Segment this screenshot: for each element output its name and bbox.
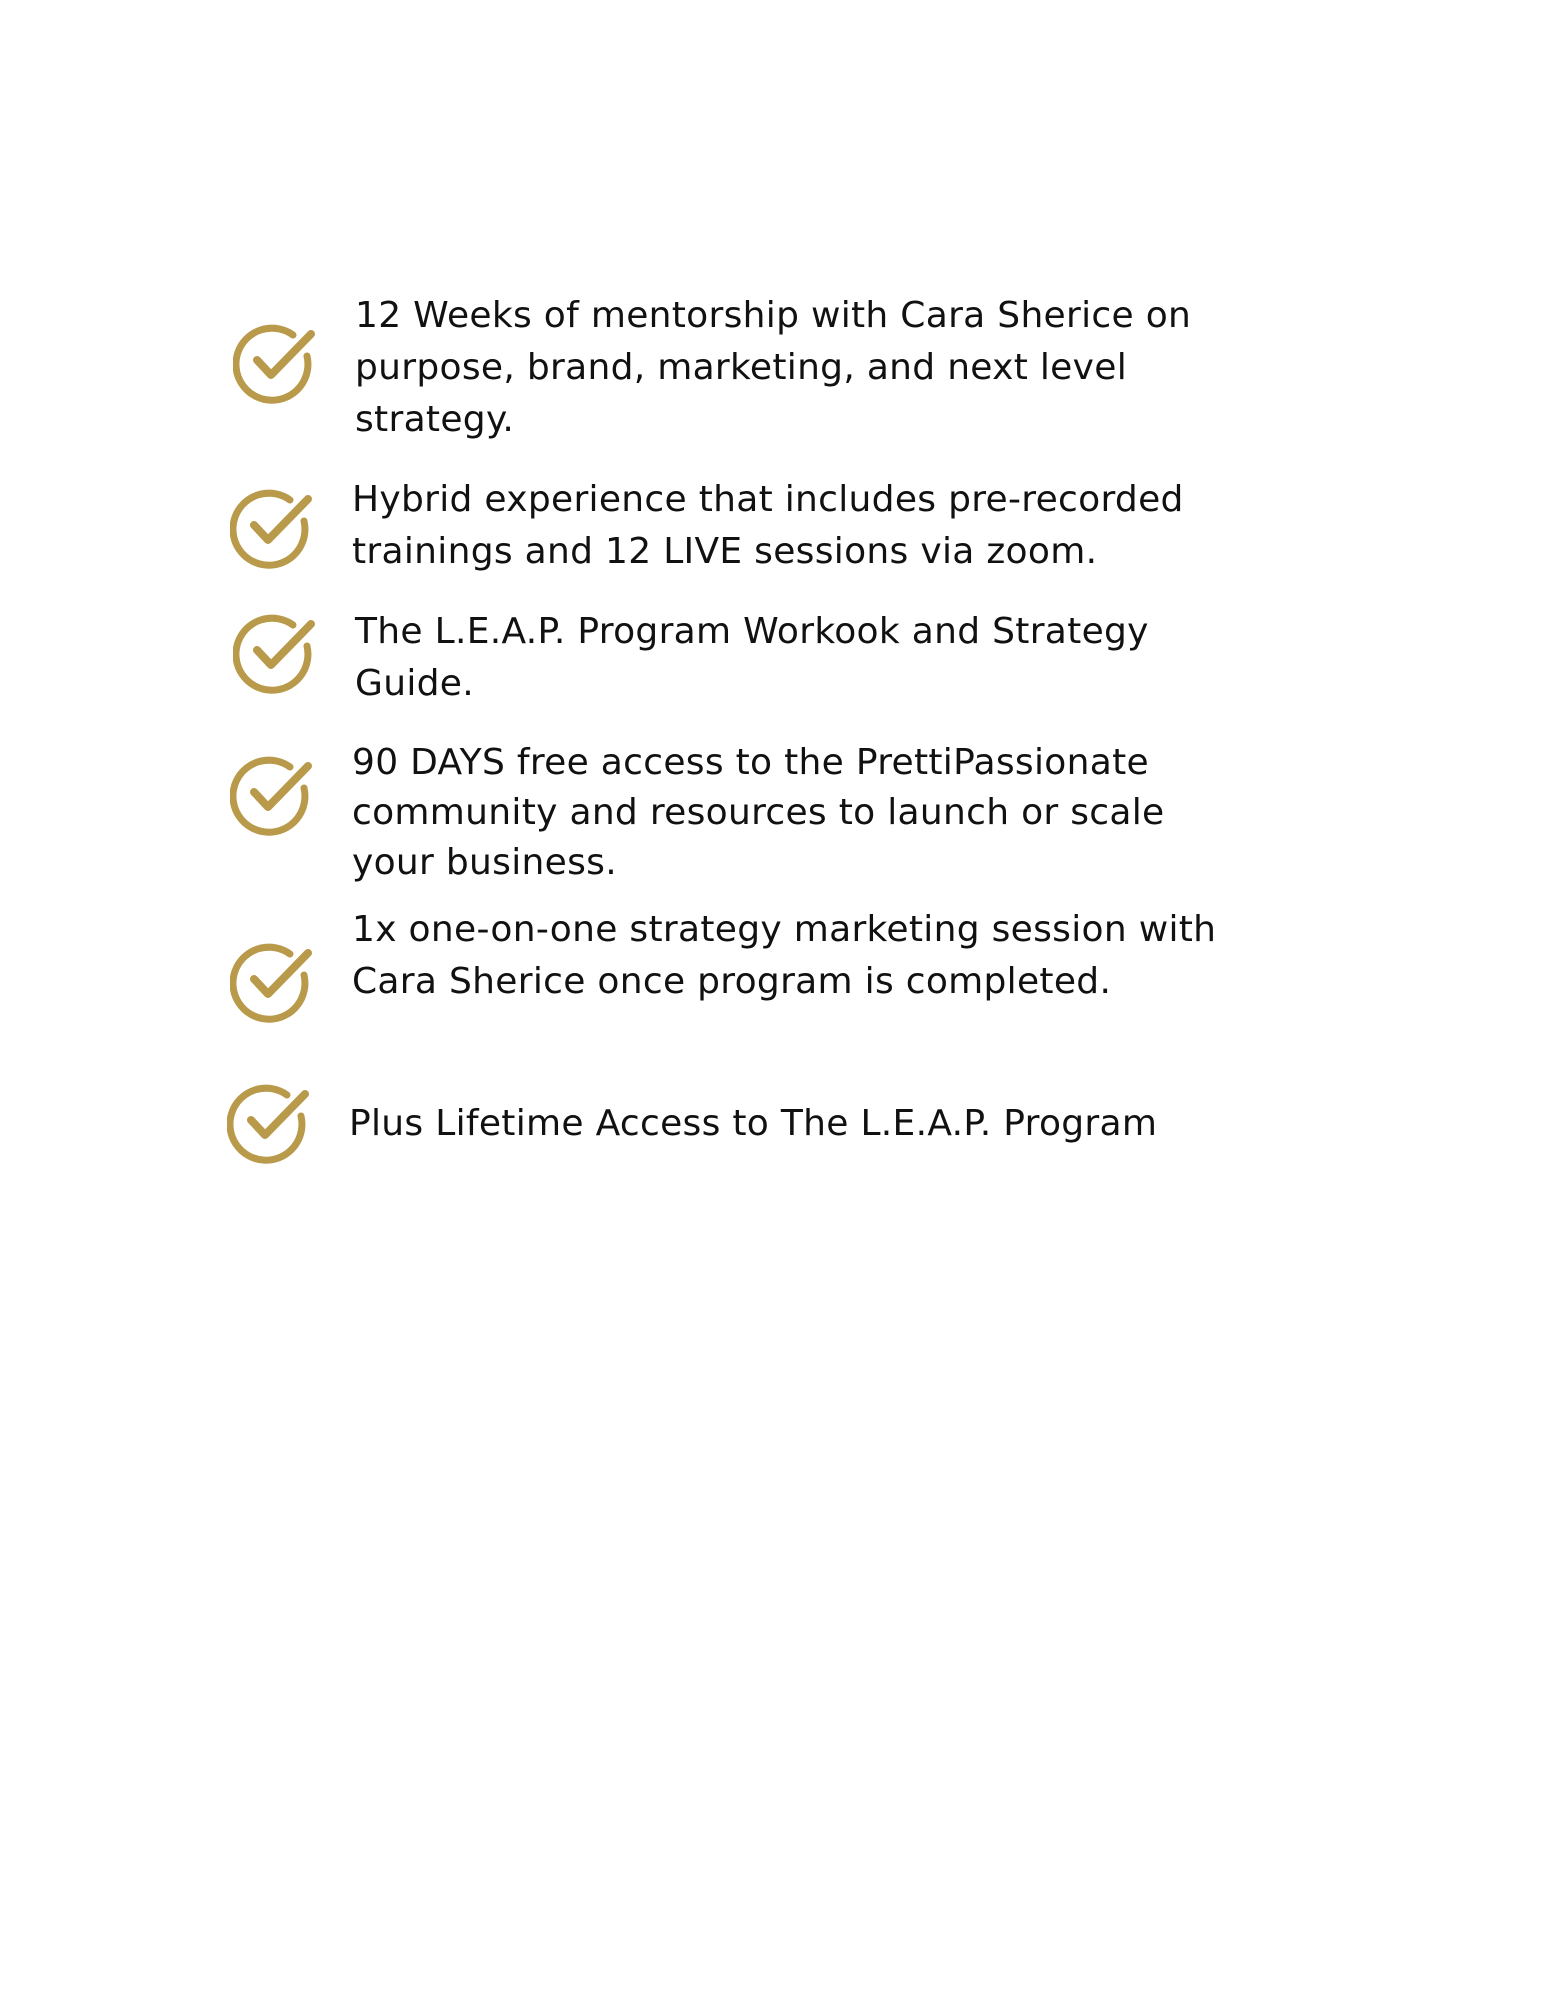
check-circle-icon xyxy=(233,612,317,696)
feature-text: The L.E.A.P. Program Workook and Strategy Guide. xyxy=(355,611,1149,704)
check-circle-icon xyxy=(227,1082,311,1166)
feature-text: 12 Weeks of mentorship with Cara Sherice on purpose, brand, marketing, and next level strategy. xyxy=(355,295,1192,440)
check-circle-icon xyxy=(233,322,317,406)
check-circle-icon xyxy=(230,941,314,1025)
feature-text: 90 DAYS free access to the PrettiPassionate community and resources to launch or scale your business. xyxy=(352,742,1165,883)
feature-text: Hybrid experience that includes pre-recorded trainings and 12 LIVE sessions via zoom. xyxy=(352,479,1184,572)
check-circle-icon xyxy=(230,754,314,838)
check-circle-icon xyxy=(230,487,314,571)
feature-text: 1x one-on-one strategy marketing session with Cara Sherice once program is completed. xyxy=(352,909,1217,1002)
feature-text: Plus Lifetime Access to The L.E.A.P. Program xyxy=(349,1103,1158,1144)
